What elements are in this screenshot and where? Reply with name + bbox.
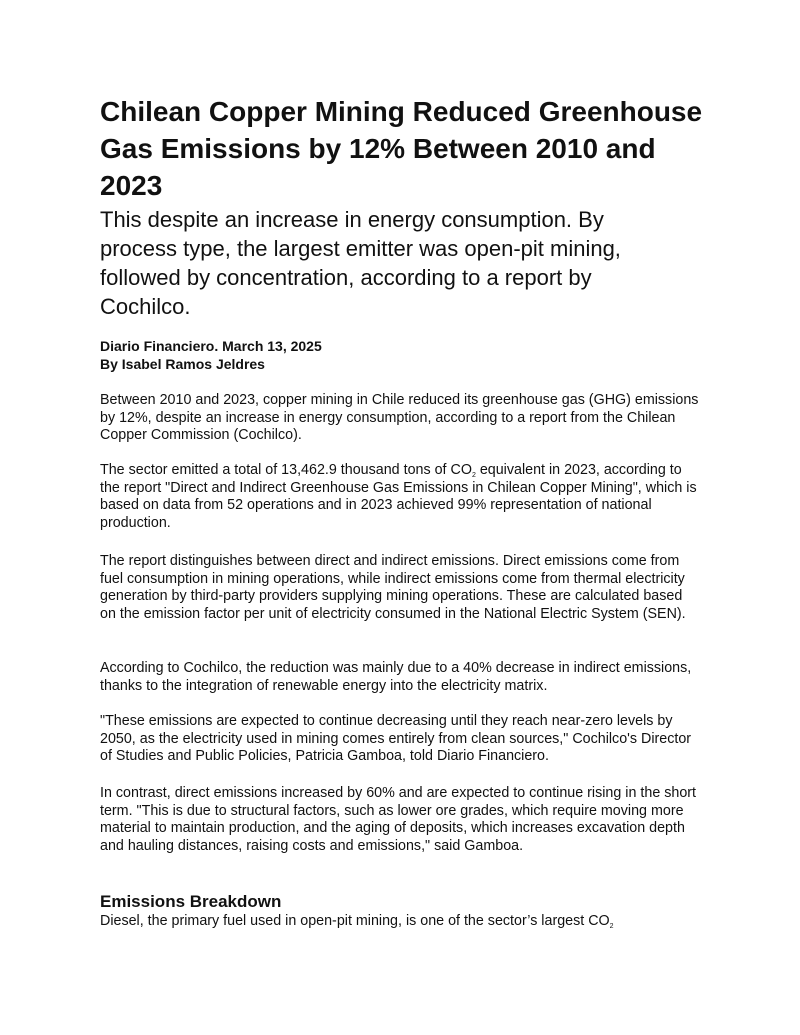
- source-date: Diario Financiero. March 13, 2025: [100, 338, 322, 354]
- article-subtitle: This despite an increase in energy consumption. By process type, the largest emitter was open-pit mining, followed by concentration, according to a report by Cochilco.: [100, 207, 621, 319]
- article-title: Chilean Copper Mining Reduced Greenhouse Gas Emissions by 12% Between 2010 and 2023: [100, 96, 703, 201]
- byline: [100, 337, 600, 373]
- paragraph-3: The report distinguishes between direct and indirect emissions. Direct emissions come from fuel consumption in mining operations, while indirect emissions come from thermal electricity generation by third-party providers supplying mining operations. These are calculated based on the emission factor per unit of electricity consumed in the National Electric System (SEN).: [100, 553, 686, 622]
- co2-subscript: 2: [471, 472, 476, 479]
- author: By Isabel Ramos Jeldres: [100, 356, 265, 372]
- paragraph-7: [100, 913, 700, 931]
- section-heading: Emissions Breakdown: [100, 892, 282, 911]
- co2-subscript-2: 2: [609, 923, 614, 930]
- paragraph-1: Between 2010 and 2023, copper mining in Chile reduced its greenhouse gas (GHG) emissions by 12%, despite an increase in energy consumption, according to a report from the Chilean Copper Commission (Cochilco).: [100, 392, 699, 443]
- paragraph-2: [100, 462, 700, 532]
- paragraph-7-text: Diesel, the primary fuel used in open-pit mining, is one of the sector’s largest CO: [100, 913, 610, 929]
- paragraph-4: According to Cochilco, the reduction was mainly due to a 40% decrease in indirect emissions, thanks to the integration of renewable energy into the electricity matrix.: [100, 660, 692, 694]
- paragraph-6: In contrast, direct emissions increased by 60% and are expected to continue rising in the short term. "This is due to structural factors, such as lower ore grades, which require moving more material to maintain production, and the aging of deposits, which increases excavation depth and hauling distances, raising costs and emissions," said Gamboa.: [100, 785, 697, 854]
- paragraph-5: "These emissions are expected to continue decreasing until they reach near-zero levels by 2050, as the electricity used in mining comes entirely from clean sources," Cochilco's Director of Studies and Public Policies, Patricia Gamboa, told Diario Financiero.: [100, 713, 692, 764]
- paragraph-2-text-start: The sector emitted a total of 13,462.9 thousand tons of CO: [100, 462, 472, 478]
- paragraph-2-text-end: equivalent in 2023, according to the report "Direct and Indirect Greenhouse Gas Emissions in Chilean Copper Mining", which is based on data from 52 operations and in 2023 achieved 99% representation of national production.: [100, 462, 697, 531]
